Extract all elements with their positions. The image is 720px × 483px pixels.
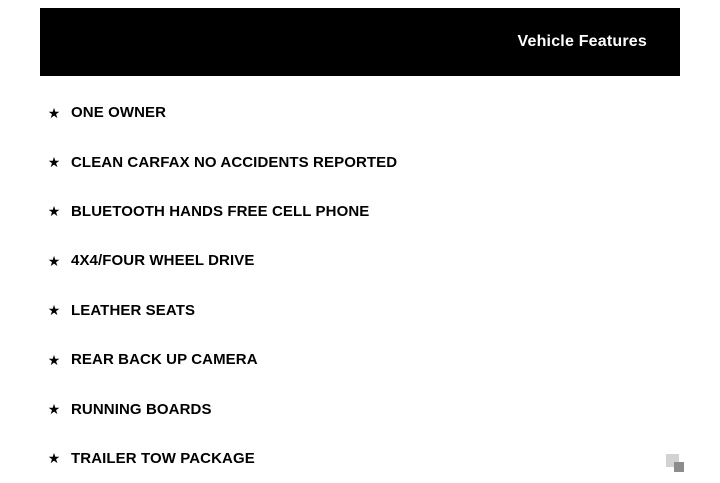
list-item (40, 88, 680, 137)
star-icon: ★ (47, 104, 61, 121)
feature-label: TRAILER TOW PACKAGE (71, 449, 255, 467)
feature-list (40, 88, 680, 483)
resize-corner-icon[interactable] (666, 454, 684, 472)
star-icon: ★ (47, 154, 61, 171)
star-icon: ★ (47, 351, 61, 368)
list-item (40, 187, 680, 236)
header-bar (40, 8, 680, 76)
list-item (40, 434, 680, 483)
feature-label: RUNNING BOARDS (71, 400, 212, 418)
feature-label: REAR BACK UP CAMERA (71, 351, 258, 369)
list-item (40, 286, 680, 335)
page-title: Vehicle Features (517, 33, 647, 50)
feature-label: LEATHER SEATS (71, 301, 196, 319)
star-icon: ★ (47, 401, 61, 418)
feature-label: ONE OWNER (71, 104, 167, 122)
resize-corner-dark-square (674, 462, 684, 472)
star-icon: ★ (47, 302, 61, 319)
list-item (40, 137, 680, 186)
feature-label: BLUETOOTH HANDS FREE CELL PHONE (71, 202, 370, 220)
star-icon: ★ (47, 450, 61, 467)
list-item (40, 335, 680, 384)
list-item (40, 384, 680, 433)
list-item (40, 236, 680, 285)
star-icon: ★ (47, 252, 61, 269)
feature-label: CLEAN CARFAX NO ACCIDENTS REPORTED (71, 153, 398, 171)
feature-label: 4X4/FOUR WHEEL DRIVE (71, 252, 255, 270)
star-icon: ★ (47, 203, 61, 220)
